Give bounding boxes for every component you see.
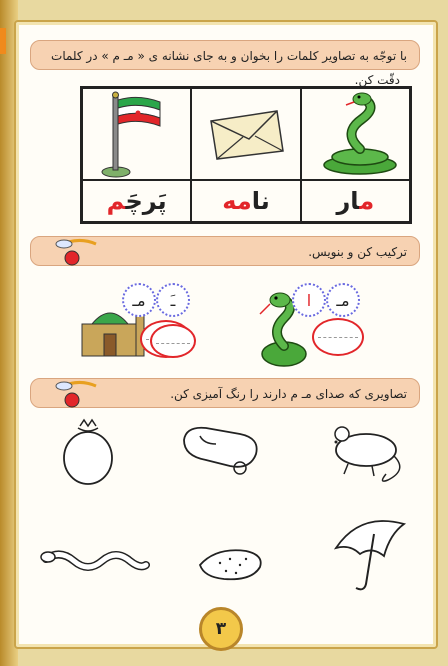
- iran-flag-icon: [88, 92, 168, 178]
- cell-envelope: [191, 88, 300, 180]
- instruction-banner-1: [30, 40, 420, 70]
- answer-oval-left-2[interactable]: [150, 324, 196, 358]
- vowel-bubble-left: ـَ: [156, 283, 190, 317]
- page-number: ۳: [199, 607, 243, 651]
- cell-word-nameh: [191, 180, 300, 222]
- snake-outline-icon[interactable]: [40, 545, 150, 585]
- instruction-text-1: با توجّه به تصاویر کلمات را بخوان و به جای نشانه ی « مـ م » در کلمات: [51, 49, 407, 63]
- bee-mascot-icon: [38, 232, 98, 266]
- cell-snake: [301, 88, 410, 180]
- cell-flag: [82, 88, 191, 180]
- snake-icon: [312, 93, 402, 177]
- orange-tab: [0, 28, 6, 54]
- pomegranate-icon[interactable]: [58, 418, 118, 488]
- answer-oval-right[interactable]: [312, 318, 364, 356]
- envelope-icon: [207, 109, 287, 159]
- instruction-text-3: تصاویری که صدای مـ م دارند را رنگ آمیزی کن.: [170, 387, 407, 401]
- bee-mascot-icon-2: [38, 374, 98, 408]
- word-mar: مار: [336, 187, 375, 215]
- mouse-icon[interactable]: [318, 420, 408, 486]
- umbrella-icon[interactable]: [330, 510, 410, 596]
- letter-bubble-right: مـ: [326, 283, 360, 317]
- whistle-icon[interactable]: [176, 420, 266, 480]
- word-nameh: نامه: [222, 187, 270, 215]
- vowel-bubble-right: ا: [292, 283, 326, 317]
- instruction-text-1-cont: دقّت کن.: [354, 73, 400, 87]
- almond-icon[interactable]: [196, 545, 266, 585]
- cell-word-parcham: [82, 180, 191, 222]
- instruction-text-2: ترکیب کن و بنویس.: [308, 245, 407, 259]
- letter-bubble-left: مـ: [122, 283, 156, 317]
- word-picture-grid: [80, 86, 412, 224]
- word-parcham: پَرچَم: [106, 187, 167, 215]
- cell-word-mar: [301, 180, 410, 222]
